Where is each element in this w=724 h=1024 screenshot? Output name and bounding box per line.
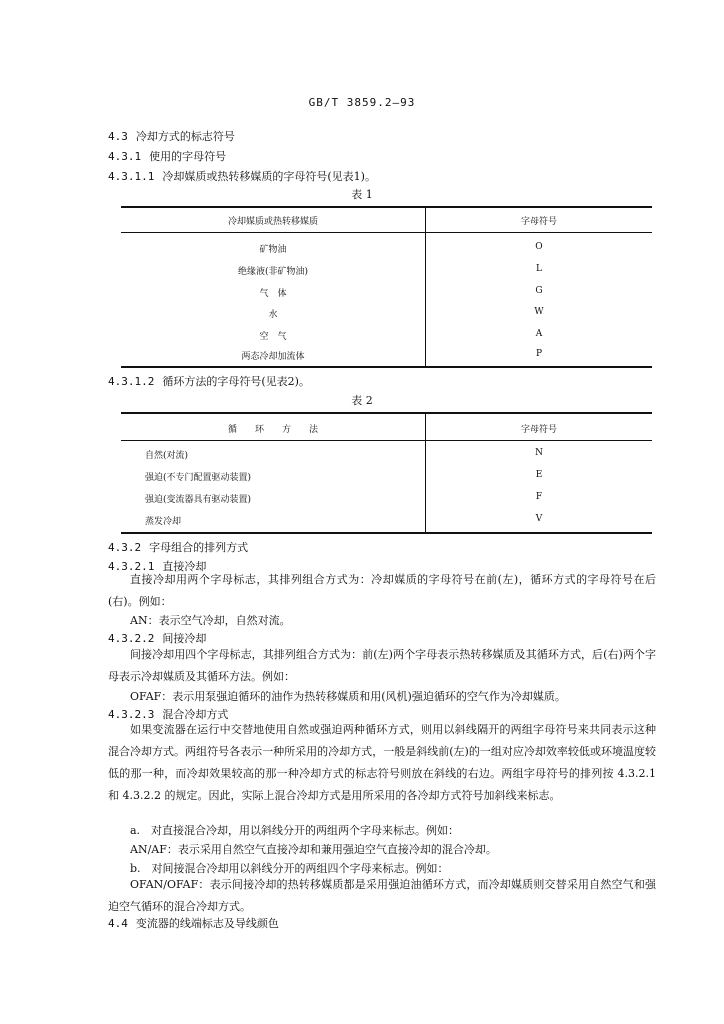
section-4-4: [108, 915, 279, 931]
table-1-bottom-rule: [121, 366, 652, 368]
table-1-row-medium: 气 体: [259, 289, 287, 299]
table-1-row-medium: 绝缘液(非矿物油): [237, 267, 309, 277]
section-4-3-2: [108, 539, 248, 555]
standard-header: GB/T 3859.2—93: [308, 96, 416, 109]
example-an: AN：表示空气冷却，自然对流。: [130, 614, 291, 627]
table-2-caption: 表 2: [351, 394, 373, 407]
section-title: 混合冷却方式: [162, 708, 229, 721]
item-b: b. 对间接混合冷却用以斜线分开的两组四个字母来标志。例如：: [130, 862, 449, 875]
section-title: 循环方法的字母符号(见表2)。: [162, 375, 310, 388]
table-2-row-letter: F: [535, 492, 543, 502]
table-2-row-method: 蒸发冷却: [145, 517, 182, 527]
paragraph-direct-cooling: 直接冷却用两个字母标志，其排列组合方式为：冷却媒质的字母符号在前(左)，循环方式的字母符号在后(右)。例如：: [108, 573, 656, 608]
item-a: a. 对直接混合冷却，用以斜线分开的两组两个字母来标志。例如：: [130, 824, 460, 837]
section-title: 字母组合的排列方式: [149, 541, 249, 554]
example-ofan-ofaf: OFAN/OFAF：表示间接冷却的热转移媒质都是采用强迫油循环方式，而冷却媒质则交替采用自然空气和强迫空气循环的混合冷却方式。: [108, 878, 656, 913]
table-2-row-method: 自然(对流): [145, 451, 189, 461]
table-2-bottom-rule: [121, 532, 652, 534]
table-1-caption: 表 1: [351, 188, 373, 201]
section-number: 4.3.1: [108, 150, 142, 163]
table-1-header-rule: [121, 232, 652, 233]
table-1-row-letter: L: [536, 264, 542, 274]
table-2-row-letter: E: [535, 470, 543, 480]
section-title: 冷却方式的标志符号: [135, 130, 235, 143]
section-title: 变流器的线端标志及导线颜色: [135, 917, 279, 930]
table-1-row-medium: 两态冷却加流体: [241, 352, 305, 362]
table-1-header-letter: 字母符号: [520, 217, 557, 227]
table-1-row-letter: G: [535, 286, 543, 296]
table-1-row-medium: 空 气: [259, 332, 287, 342]
table-1-top-rule: [121, 206, 652, 208]
section-4-3: [108, 128, 235, 144]
table-1-header-medium: 冷却媒质或热转移媒质: [227, 217, 318, 227]
paragraph-mixed-cooling: 如果变流器在运行中交替地使用自然或强迫两种循环方式，则用以斜线隔开的两组字母符号来共同表示这种混合冷却方式。两组符号各表示一种所采用的冷却方式，一般是斜线前(左)的一组对应冷却效率较低或环境温度较低的那一种，而冷却效果较高的那一种冷却方式的标志符号则放在斜线的右边。两组字母符号的排列按 4.3.2.1 和 4.3.2.2 的规定。因此，实际上混合冷却方式是用所采用的各冷却方式符号加斜线来标志。: [108, 723, 656, 802]
section-title: 冷却媒质或热转移媒质的字母符号(见表1)。: [162, 170, 376, 183]
table-1-row-letter: A: [535, 329, 543, 339]
section-4-3-1: [108, 148, 226, 164]
section-4-3-1-2: [108, 373, 310, 389]
table-2-row-letter: N: [535, 448, 543, 458]
section-number: 4.3.2.1: [108, 560, 155, 573]
section-4-3-1-1: [108, 168, 376, 184]
section-title: 使用的字母符号: [149, 150, 227, 163]
section-title: 直接冷却: [162, 560, 207, 573]
table-2-row-letter: V: [535, 514, 543, 524]
table-2-header-letter: 字母符号: [520, 425, 557, 435]
table-1-row-letter: P: [535, 349, 543, 359]
section-number: 4.4: [108, 917, 128, 930]
example-an-af: AN/AF：表示采用自然空气直接冷却和兼用强迫空气直接冷却的混合冷却。: [130, 843, 497, 856]
paragraph-indirect-cooling: 间接冷却用四个字母标志，其排列组合方式为：前(左)两个字母表示热转移媒质及其循环方式，后(右)两个字母表示冷却媒质及其循环方法。例如：: [108, 648, 656, 683]
section-number: 4.3.1.1: [108, 170, 155, 183]
section-number: 4.3.2.3: [108, 708, 155, 721]
table-2-top-rule: [121, 412, 652, 414]
section-title: 间接冷却: [162, 632, 207, 645]
table-1-row-letter: W: [534, 307, 544, 317]
table-1-row-letter: O: [535, 242, 543, 252]
table-2-header-method: 循 环 方 法: [227, 425, 318, 435]
table-2-row-method: 强迫(不专门配置驱动装置): [145, 473, 252, 483]
section-number: 4.3.1.2: [108, 375, 155, 388]
section-number: 4.3: [108, 130, 128, 143]
table-1-row-medium: 水: [268, 310, 278, 320]
section-number: 4.3.2: [108, 541, 142, 554]
table-1-row-medium: 矿物油: [259, 245, 287, 255]
example-ofaf: OFAF：表示用泵强迫循环的油作为热转移媒质和用(风机)强迫循环的空气作为冷却媒质。: [130, 690, 566, 703]
table-2-row-method: 强迫(变流器具有驱动装置): [145, 495, 252, 505]
table-2-header-rule: [121, 440, 652, 441]
section-number: 4.3.2.2: [108, 632, 155, 645]
